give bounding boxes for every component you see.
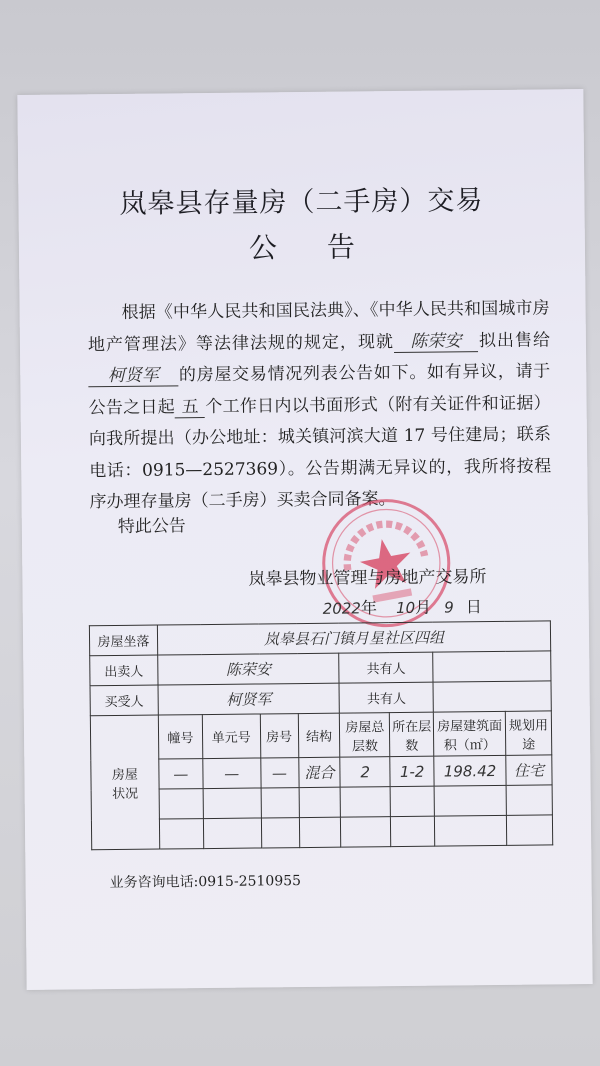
office-name: 岚皋县物业管理与房地产交易所 bbox=[248, 567, 487, 590]
seller-cell bbox=[158, 653, 340, 685]
header-total-floors: 房屋总层数 bbox=[340, 713, 390, 758]
buyer-co-owner-value bbox=[433, 681, 551, 712]
buyer-cell bbox=[158, 683, 340, 715]
cell-total-floors: 2 bbox=[340, 757, 390, 788]
date-year-handwritten: 2022 bbox=[322, 599, 362, 618]
cell-usage: 住宅 bbox=[506, 755, 552, 785]
body-text-1: 根据《中华人民共和国民法典》、《中华人民共和国城市房地产管理法》等法律法规的规定，现就 bbox=[87, 298, 550, 355]
table-row bbox=[90, 651, 551, 686]
body-text-3: 的房屋交易情况列表公告如下。如有异议，请于公告之日起 bbox=[88, 361, 551, 418]
table-row bbox=[91, 755, 552, 790]
date-day-label: 日 bbox=[465, 597, 482, 617]
notice-paragraph bbox=[87, 293, 551, 518]
closing-text: 特此公告 bbox=[117, 516, 186, 537]
header-unit: 单元号 bbox=[202, 714, 260, 759]
seller-value: 陈荣安 bbox=[225, 660, 272, 679]
cell-building: — bbox=[159, 759, 203, 789]
header-usage: 规划用途 bbox=[505, 711, 551, 755]
days-blank bbox=[175, 397, 205, 418]
date-year-label: 年 bbox=[360, 598, 378, 618]
status-label: 房屋状况 bbox=[90, 715, 159, 850]
notice-body bbox=[87, 293, 551, 518]
header-floor: 所在层数 bbox=[390, 712, 434, 756]
consult-phone: 业务咨询电话:0915-2510955 bbox=[109, 873, 302, 892]
seller-handwritten: 陈荣安 bbox=[410, 330, 462, 352]
property-table bbox=[89, 620, 553, 850]
days-value: 五 bbox=[181, 396, 199, 417]
date-day-handwritten: 9 bbox=[444, 598, 454, 617]
header-room: 房号 bbox=[260, 714, 298, 758]
cell-floor: 1-2 bbox=[390, 756, 434, 786]
buyer-handwritten: 柯贤军 bbox=[107, 365, 159, 387]
notice-title: 岚皋县存量房（二手房）交易 bbox=[119, 185, 484, 220]
cell-unit: — bbox=[203, 758, 261, 789]
location-label: 房屋坐落 bbox=[89, 625, 157, 656]
seller-label: 出卖人 bbox=[90, 655, 158, 686]
seller-blank bbox=[394, 331, 478, 353]
table-row bbox=[91, 815, 552, 850]
location-value: 岚皋县石门镇月星社区四组 bbox=[263, 628, 445, 649]
header-building: 幢号 bbox=[158, 715, 202, 759]
header-area: 房屋建筑面积（㎡） bbox=[433, 711, 505, 756]
cell-structure: 混合 bbox=[298, 757, 340, 787]
table-row bbox=[90, 681, 551, 716]
body-text-4: 个工作日内以书面形式（附有关证件和证据）向我所提出（办公地址：城关镇河滨大道 17 号住建局；联系电话：0915—2527369）。公告期满无异议的，我所将按程序办理存量房（二手房）买卖合同备案。 bbox=[88, 392, 552, 513]
notice-subtitle: 公告 bbox=[248, 229, 406, 265]
buyer-label: 买受人 bbox=[90, 685, 158, 716]
header-structure: 结构 bbox=[298, 713, 340, 757]
cell-area: 198.42 bbox=[434, 755, 506, 786]
buyer-blank bbox=[88, 365, 178, 387]
location-cell bbox=[157, 621, 550, 655]
notice-date bbox=[323, 594, 482, 619]
cell-room: — bbox=[260, 758, 298, 788]
buyer-value: 柯贤军 bbox=[226, 690, 272, 709]
buyer-co-owner-label: 共有人 bbox=[339, 682, 433, 713]
table-row bbox=[91, 785, 552, 820]
seller-co-owner-label: 共有人 bbox=[339, 652, 433, 683]
date-month-handwritten: 10 bbox=[395, 598, 416, 618]
body-text-2: 拟出售给 bbox=[477, 329, 551, 351]
seller-co-owner-value bbox=[433, 651, 551, 682]
date-month-label: 月 bbox=[415, 597, 432, 617]
notice-paper bbox=[17, 89, 592, 990]
table-row bbox=[89, 621, 550, 656]
table-row bbox=[90, 711, 551, 760]
